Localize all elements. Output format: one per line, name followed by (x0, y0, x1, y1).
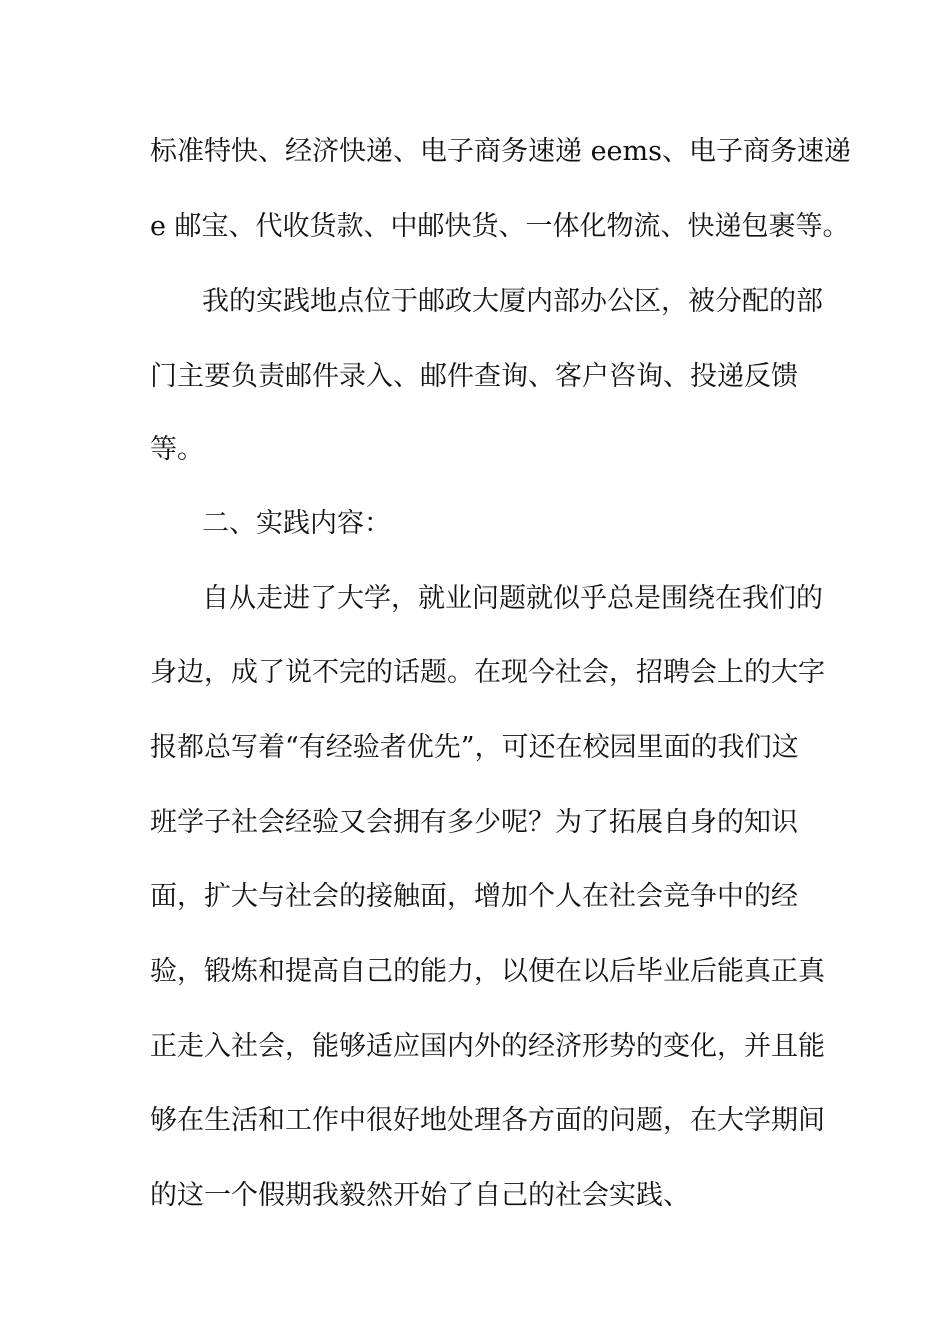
paragraph-start-line: 我的实践地点位于邮政大厦内部办公区，被分配的部 (202, 286, 823, 317)
text-line-11: 面，扩大与社会的接触面，增加个人在社会竞争中的经 (150, 881, 798, 912)
text-line-4: 门主要负责邮件录入、邮件查询、客户咨询、投递反馈 (150, 361, 798, 392)
text-line-2: e 邮宝、代收货款、中邮快货、一体化物流、快递包裹等。 (150, 211, 850, 242)
text-line-14: 够在生活和工作中很好地处理各方面的问题，在大学期间 (150, 1105, 825, 1136)
text-line-1: 标准特快、经济快递、电子商务速递 eems、电子商务速递 (150, 136, 851, 167)
text-line-15: 的这一个假期我毅然开始了自己的社会实践、 (150, 1180, 690, 1211)
paragraph-start-line: 自从走进了大学，就业问题就似乎总是围绕在我们的 (202, 583, 823, 614)
text-line-13: 正走入社会，能够适应国内外的经济形势的变化，并且能 (150, 1031, 825, 1062)
text-line-12: 验，锻炼和提高自己的能力，以便在以后毕业后能真正真 (150, 956, 825, 987)
text-line-8: 身边，成了说不完的话题。在现今社会，招聘会上的大字 (150, 657, 825, 688)
text-line-9: 报都总写着“有经验者优先”，可还在校园里面的我们这 (150, 732, 799, 763)
section-heading: 二、实践内容： (202, 508, 391, 539)
text-line-10: 班学子社会经验又会拥有多少呢？为了拓展自身的知识 (150, 807, 798, 838)
text-line-5: 等。 (150, 434, 204, 465)
